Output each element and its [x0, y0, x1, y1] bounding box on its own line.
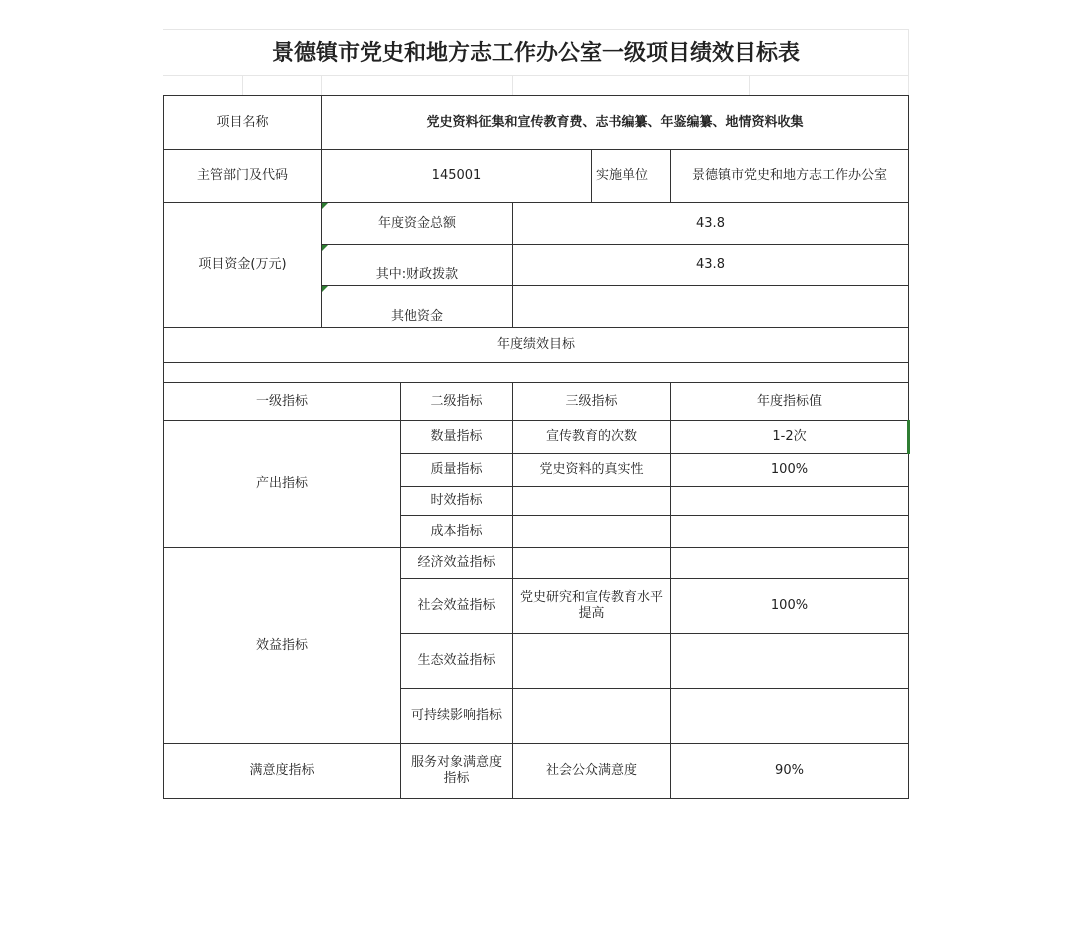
dept-code[interactable]: 145001 — [321, 149, 592, 203]
value-cell[interactable]: 100% — [670, 453, 909, 487]
level3-cell[interactable] — [512, 633, 671, 689]
funds-total-label: 年度资金总额 — [321, 202, 513, 245]
level2-cell: 经济效益指标 — [400, 547, 513, 579]
gridline — [242, 75, 243, 95]
header-level1: 一级指标 — [163, 382, 401, 421]
level1-cell: 满意度指标 — [163, 743, 401, 799]
gridline — [749, 75, 750, 95]
level3-cell[interactable] — [512, 515, 671, 548]
funds-other-label: 其他资金 — [321, 285, 513, 328]
value-cell[interactable]: 90% — [670, 743, 909, 799]
level3-cell[interactable] — [512, 547, 671, 579]
header-level3: 三级指标 — [512, 382, 671, 421]
level1-cell: 产出指标 — [163, 420, 401, 548]
level2-cell: 可持续影响指标 — [400, 688, 513, 744]
level3-cell[interactable]: 宣传教育的次数 — [512, 420, 671, 454]
level2-cell: 数量指标 — [400, 420, 513, 454]
funds-total-value[interactable]: 43.8 — [512, 202, 909, 245]
funds-other-value[interactable] — [512, 285, 909, 328]
cell-comment-marker — [322, 245, 328, 251]
value-cell[interactable] — [670, 486, 909, 516]
dept-label: 主管部门及代码 — [163, 149, 322, 203]
gridline — [321, 75, 322, 95]
funds-label: 项目资金(万元) — [163, 202, 322, 328]
value-cell[interactable] — [670, 547, 909, 579]
level2-cell: 社会效益指标 — [400, 578, 513, 634]
level2-cell: 服务对象满意度指标 — [400, 743, 513, 799]
annual-goal-label: 年度绩效目标 — [163, 327, 909, 363]
value-cell[interactable]: 100% — [670, 578, 909, 634]
level2-cell: 成本指标 — [400, 515, 513, 548]
value-cell[interactable] — [670, 688, 909, 744]
funds-fiscal-label: 其中:财政拨款 — [321, 244, 513, 286]
annual-goal-value[interactable] — [163, 362, 909, 383]
gridline — [163, 75, 909, 76]
level3-cell[interactable]: 社会公众满意度 — [512, 743, 671, 799]
cell-comment-marker — [322, 203, 328, 209]
level3-cell[interactable] — [512, 486, 671, 516]
value-cell[interactable] — [670, 515, 909, 548]
header-value: 年度指标值 — [670, 382, 909, 421]
impl-value[interactable]: 景德镇市党史和地方志工作办公室 — [670, 149, 909, 203]
level2-cell: 生态效益指标 — [400, 633, 513, 689]
level1-cell: 效益指标 — [163, 547, 401, 744]
project-name-value[interactable]: 党史资料征集和宣传教育费、志书编纂、年鉴编纂、地情资料收集 — [321, 95, 909, 150]
level3-cell[interactable]: 党史研究和宣传教育水平提高 — [512, 578, 671, 634]
level3-cell[interactable]: 党史资料的真实性 — [512, 453, 671, 487]
page-title: 景德镇市党史和地方志工作办公室一级项目绩效目标表 — [271, 39, 800, 66]
selection-indicator — [907, 420, 910, 454]
funds-fiscal-value[interactable]: 43.8 — [512, 244, 909, 286]
project-name-label: 项目名称 — [163, 95, 322, 150]
value-cell[interactable] — [670, 633, 909, 689]
level2-cell: 质量指标 — [400, 453, 513, 487]
level2-cell: 时效指标 — [400, 486, 513, 516]
value-cell[interactable]: 1-2次 — [670, 420, 909, 454]
cell-comment-marker — [322, 286, 328, 292]
impl-label: 实施单位 — [591, 149, 671, 203]
header-level2: 二级指标 — [400, 382, 513, 421]
level3-cell[interactable] — [512, 688, 671, 744]
gridline — [512, 75, 513, 95]
